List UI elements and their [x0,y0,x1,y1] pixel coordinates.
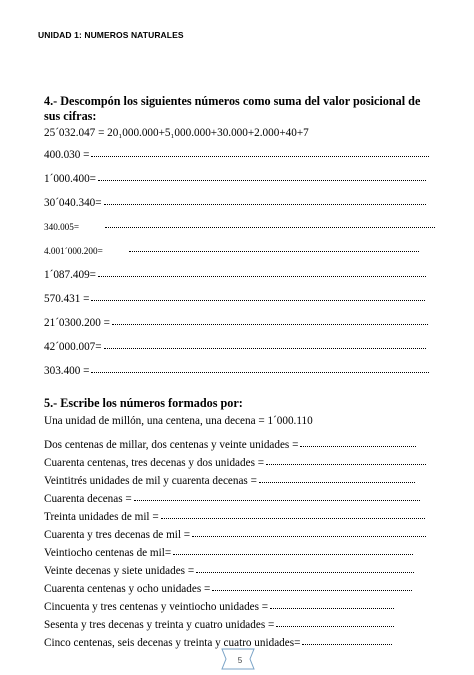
decomposition-item [44,364,436,378]
item-label: 1´087.409= [44,269,96,281]
section-4-example: 25´032.047 = 20₁000.000+5₁000.000+30.000+2.000+40+7 [44,127,309,139]
number-phrase-item [44,510,436,524]
number-phrase-item [44,600,436,614]
item-label: Cuarenta centenas, tres decenas y dos unidades = [44,457,265,469]
answer-line[interactable] [112,322,428,325]
answer-line[interactable] [91,298,425,301]
number-phrase-item [44,438,436,452]
number-phrase-item [44,492,436,506]
answer-line[interactable] [91,370,429,373]
answer-line[interactable] [91,154,429,157]
number-phrase-item [44,564,436,578]
answer-line[interactable] [302,642,392,645]
answer-line[interactable] [270,606,394,609]
number-phrase-item [44,474,436,488]
answer-line[interactable] [259,480,415,483]
item-label: Cuarenta decenas = [44,493,132,505]
item-label: Veintitrés unidades de mil y cuarenta decenas = [44,475,257,487]
answer-line[interactable] [276,624,394,627]
answer-line[interactable] [104,346,426,349]
answer-line[interactable] [161,516,425,519]
decomposition-item [44,172,436,186]
decomposition-item [44,220,436,234]
answer-line[interactable] [98,274,426,277]
item-label: Veinte decenas y siete unidades = [44,565,195,577]
item-label: 570.431 = [44,293,90,305]
answer-line[interactable] [196,570,414,573]
number-phrase-item [44,618,436,632]
number-phrase-item [44,636,436,650]
decomposition-item [44,244,436,258]
decomposition-item [44,292,436,306]
item-label: 1´000.400= [44,173,96,185]
number-phrase-item [44,582,436,596]
page-header-title: UNIDAD 1: NUMEROS NATURALES [38,30,184,40]
decomposition-item [44,340,436,354]
item-label: Dos centenas de millar, dos centenas y veinte unidades = [44,439,299,451]
answer-line[interactable] [300,444,416,447]
item-label: 340.005= [44,222,80,232]
item-label: Cuarenta y tres decenas de mil = [44,529,191,541]
item-label: 30´040.340= [44,197,102,209]
item-label: Cincuenta y tres centenas y veintiocho unidades = [44,601,269,613]
item-label: Cuarenta centenas y ocho unidades = [44,583,211,595]
decomposition-item [44,268,436,282]
item-label: Sesenta y tres decenas y treinta y cuatro unidades = [44,619,275,631]
section-5-example: Una unidad de millón, una centena, una decena = 1´000.110 [44,415,313,427]
answer-line[interactable] [173,552,413,555]
item-label: Cinco centenas, seis decenas y treinta y cuatro unidades= [44,637,301,649]
answer-line[interactable] [212,588,412,591]
page-number: 5 [237,656,243,665]
section-5-heading: 5.- Escribe los números formados por: [44,396,243,410]
number-phrase-item [44,528,436,542]
answer-line[interactable] [98,178,426,181]
item-label: 303.400 = [44,365,90,377]
answer-line[interactable] [104,202,426,205]
item-label: 4.001´000.200= [44,246,103,256]
answer-line[interactable] [134,498,420,501]
answer-line[interactable] [129,249,419,252]
decomposition-item [44,316,436,330]
number-phrase-item [44,456,436,470]
answer-line[interactable] [266,462,426,465]
item-label: 400.030 = [44,149,90,161]
item-label: Treinta unidades de mil = [44,511,159,523]
number-phrase-item [44,546,436,560]
answer-line[interactable] [192,534,426,537]
decomposition-item [44,148,436,162]
decomposition-item [44,196,436,210]
item-label: 42´000.007= [44,341,102,353]
section-4-heading: 4.- Descompón los siguientes números como suma del valor posicional de sus cifras: [44,94,421,123]
answer-line[interactable] [105,225,435,228]
item-label: Veintiocho centenas de mil= [44,547,172,559]
item-label: 21´0300.200 = [44,317,110,329]
